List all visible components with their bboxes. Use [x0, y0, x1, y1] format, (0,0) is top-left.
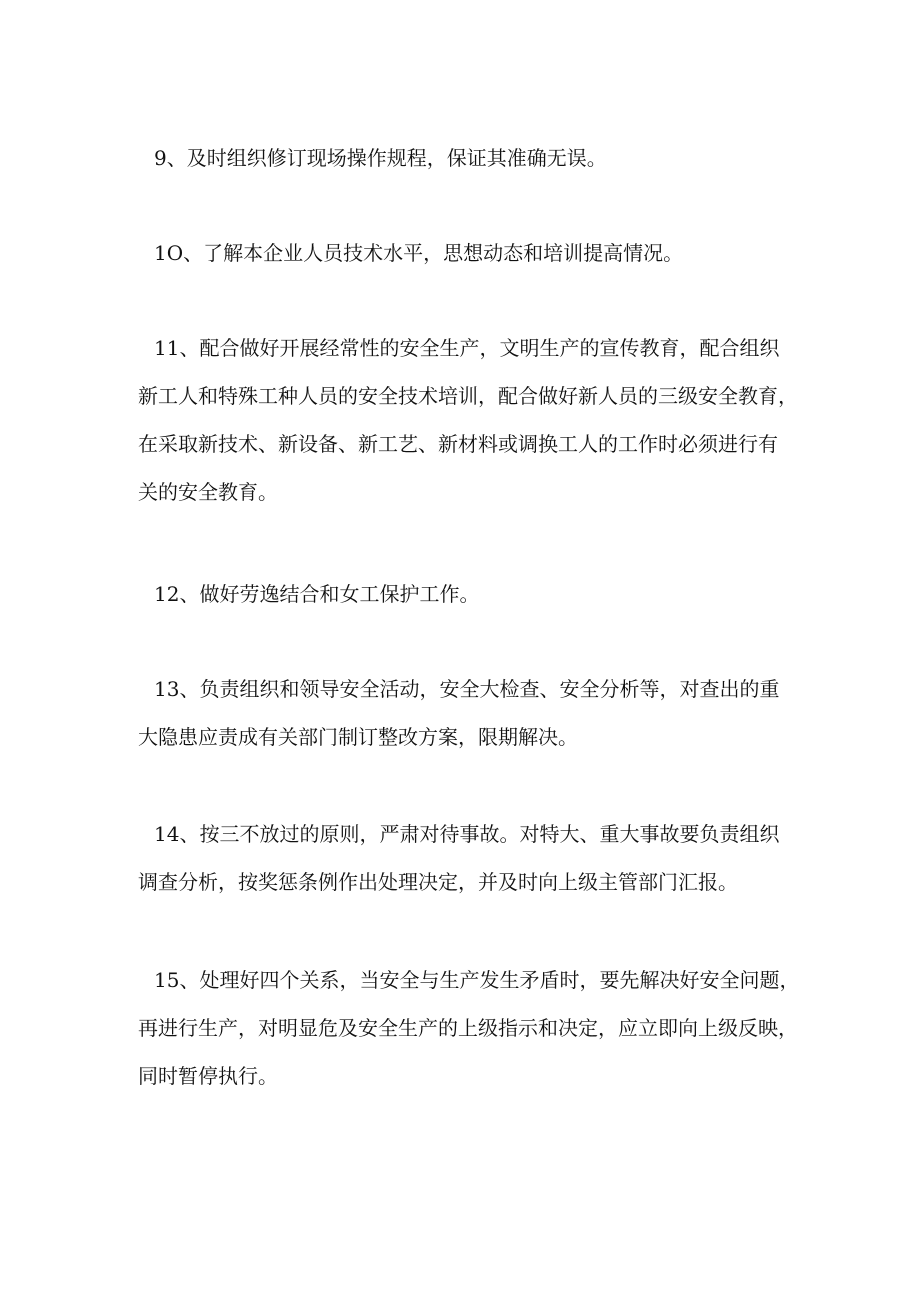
paragraph-item-12 — [138, 570, 798, 618]
text-line: 再进行生产，对明显危及安全生产的上级指示和决定，应立即向上级反映， — [138, 1016, 798, 1040]
text-line: 15、处理好四个关系，当安全与生产发生矛盾时，要先解决好安全问题， — [154, 968, 800, 992]
text-line: 14、按三不放过的原则，严肃对待事故。对特大、重大事故要负责组织 — [154, 822, 780, 846]
paragraph-item-15 — [138, 956, 798, 1100]
text-line: 大隐患应责成有关部门制订整改方案，限期解决。 — [138, 725, 578, 749]
paragraph-item-11 — [138, 324, 798, 516]
text-line: 13、负责组织和领导安全活动，安全大检查、安全分析等，对查出的重 — [154, 677, 780, 701]
text-line: 关的安全教育。 — [138, 480, 278, 504]
paragraph-item-9 — [138, 134, 798, 182]
paragraph-item-10 — [138, 229, 798, 277]
text-line: 1O、了解本企业人员技术水平，思想动态和培训提高情况。 — [154, 241, 684, 265]
text-line: 在采取新技术、新设备、新工艺、新材料或调换工人的工作时必须进行有 — [138, 432, 778, 456]
text-line: 9、及时组织修订现场操作规程，保证其准确无误。 — [154, 146, 607, 170]
text-line: 新工人和特殊工种人员的安全技术培训，配合做好新人员的三级安全教育， — [138, 384, 798, 408]
paragraph-item-13 — [138, 665, 798, 761]
text-line: 调查分析，按奖惩条例作出处理决定，并及时向上级主管部门汇报。 — [138, 870, 738, 894]
paragraph-item-14 — [138, 810, 798, 906]
text-line: 12、做好劳逸结合和女工保护工作。 — [154, 582, 480, 606]
text-line: 同时暂停执行。 — [138, 1064, 278, 1088]
text-line: 11、配合做好开展经常性的安全生产，文明生产的宣传教育，配合组织 — [154, 336, 780, 360]
